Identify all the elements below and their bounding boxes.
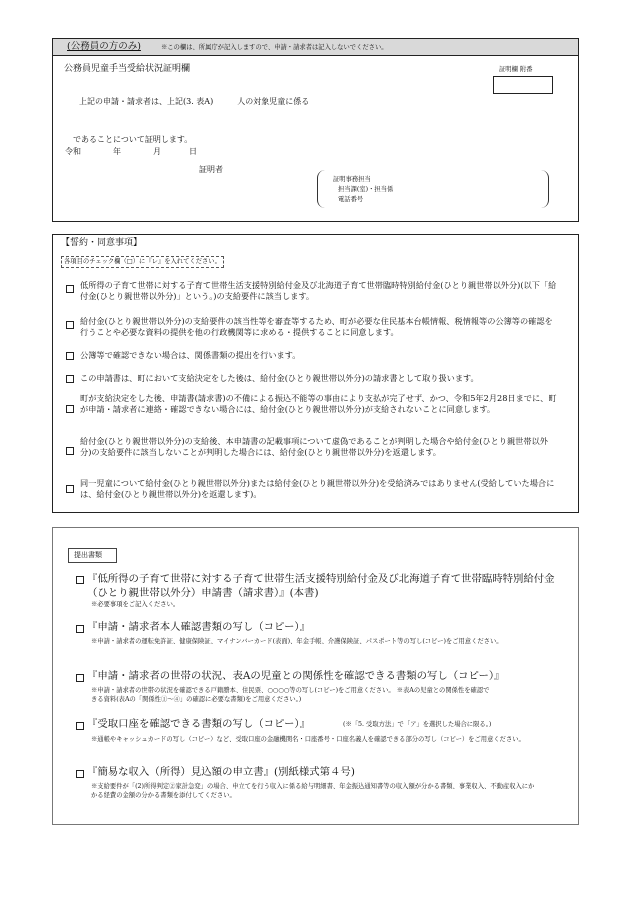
document-checkbox-3[interactable] <box>76 674 84 682</box>
document-heading-3: 『申請・請求者の世帯の状況、表Aの児童との関係性を確認できる書類の写し（コピー）』 <box>87 670 505 682</box>
documents-section <box>52 527 579 825</box>
contact-title: 証明事務担当 <box>333 176 371 183</box>
pledge-checkbox-6[interactable] <box>66 447 74 455</box>
pledge-checkbox-7[interactable] <box>66 485 74 493</box>
pledge-item-3: 公簿等で確認できない場合は、関係書類の提出を行います。 <box>80 350 301 360</box>
cert-statement-line1: 上記の申請・請求者は、上記(3. 表A) 人の対象児童に係る <box>79 97 310 106</box>
pledge-checkbox-5[interactable] <box>66 405 74 413</box>
cert-number-label: 証明欄 附番 <box>499 66 533 73</box>
pledge-checkbox-3[interactable] <box>66 352 74 360</box>
cert-date-year: 年 <box>113 147 121 156</box>
document-heading-5: 『簡易な収入（所得）見込額の申立書』(別紙様式第４号) <box>87 766 355 778</box>
pledge-instruction: 各項目のチェック欄（□）に『レ』を入れてください。 <box>61 256 224 268</box>
document-checkbox-1[interactable] <box>76 576 84 584</box>
certification-header-label: (公務員の方のみ) <box>67 41 141 52</box>
cert-date-month: 月 <box>153 147 161 156</box>
documents-title-box <box>68 548 117 563</box>
document-checkbox-2[interactable] <box>76 625 84 633</box>
document-note-2: ※申請・請求者の運転免許証、健康保険証、マイナンバーカード(表面)、年金手帳、介護保険証、パスポート等の写し(コピー)をご用意ください。 <box>91 638 503 645</box>
pledge-section <box>52 234 579 513</box>
pledge-checkbox-2[interactable] <box>66 321 74 329</box>
document-checkbox-5[interactable] <box>76 770 84 778</box>
cert-date-day: 日 <box>189 147 197 156</box>
cert-number-field[interactable] <box>493 76 553 94</box>
document-checkbox-4[interactable] <box>76 722 84 730</box>
contact-dept: 担当課(室)・担当係 <box>338 186 394 193</box>
pledge-item-2: 給付金(ひとり親世帯以外分)の支給要件の該当性等を審査等するため、町が必要な住民基本台帳情報、税情報等の公簿等の確認を行うことや必要な資料の提供を他の行政機関等に求める・提供することに同意します。 <box>80 316 553 337</box>
document-heading-4: 『受取口座を確認できる書類の写し（コピー）』 <box>87 718 310 730</box>
pledge-checkbox-1[interactable] <box>66 285 74 293</box>
pledge-item-6: 給付金(ひとり親世帯以外分)の支給後、本申請書の記載事項について虚偽であることが判明した場合や給付金(ひとり親世帯以外分)の支給要件に該当しないことが判明した場合には、給付金(ひとり親世帯以外分)を返還します。 <box>80 436 548 457</box>
certification-title: 公務員児童手当受給状況証明欄 <box>64 64 191 74</box>
pledge-item-1: 低所得の子育て世帯に対する子育て世帯生活支援特別給付金及び北海道子育て世帯臨時特別給付金(ひとり親世帯以外分)(以下「給付金(ひとり親世帯以外分)」という。)の支給要件に該当します。 <box>80 280 557 301</box>
document-note-4: ※通帳やキャッシュカードの写し（コピー）など、受取口座の金融機関名・口座番号・口座名義人を確認できる部分の写し（コピー）をご用意ください。 <box>91 736 525 743</box>
document-note-5: ※支給要件が「(2)所得判定②家計急変」の場合、申立てを行う収入に係る給与明細書、年金振込通知書等の収入額が分かる書類、事業収入、不動産収入にかかる経費の金額の分かる書類を添付してください。 <box>91 783 535 799</box>
cert-statement-line2: であることについて証明します。 <box>73 135 193 144</box>
document-note-3: ※申請・請求者の世帯の状況を確認できる戸籍謄本、住民票、○○○○等の写し(コピー)をご用意ください。 ※表Aの児童との関係性を確認できる資料(表Aの「関係性①～④」の確認に必要な書類)をご用意ください。) <box>91 687 490 703</box>
pledge-checkbox-4[interactable] <box>66 375 74 383</box>
pledge-item-4: この申請書は、町において支給決定をした後は、給付金(ひとり親世帯以外分)の請求書として取り扱います。 <box>80 373 479 383</box>
certification-header <box>53 39 578 56</box>
document-heading-1: 『低所得の子育て世帯に対する子育て世帯生活支援特別給付金及び北海道子育て世帯臨時特別給付金（ひとり親世帯以外分）申請書（請求書）』(本書) <box>87 573 555 599</box>
document-heading-2: 『申請・請求者本人確認書類の写し（コピー）』 <box>87 621 310 633</box>
contact-phone: 電話番号 <box>338 196 364 203</box>
cert-date-era: 令和 <box>65 147 81 156</box>
document-heading-suffix-4: (※「5. 受取方法」で「ア」を選択した場合に限る。) <box>343 721 492 728</box>
certification-header-note: ※この欄は、所属庁が記入しますので、申請・請求者は記入しないでください。 <box>161 44 388 51</box>
certification-section <box>52 38 579 222</box>
pledge-title: 【誓約・同意事項】 <box>61 238 143 248</box>
document-note-1: ※必要事項をご記入ください。 <box>91 601 180 608</box>
pledge-item-5: 町が支給決定をした後、申請書(請求書)の不備による振込不能等の事由により支払が完了せず、かつ、令和5年2月28日までに、町が申請・請求者に連絡・確認できない場合には、給付金(ひとり親世帯以外分)が支給されないことに同意します。 <box>80 393 557 414</box>
pledge-item-7: 同一児童について給付金(ひとり親世帯以外分)または給付金(ひとり親世帯以外分)を受給済みではありません(受給していた場合には、給付金(ひとり親世帯以外分)を返還します)。 <box>80 478 555 499</box>
documents-title: 提出書類 <box>74 551 102 559</box>
certifier-label: 証明者 <box>199 165 223 174</box>
